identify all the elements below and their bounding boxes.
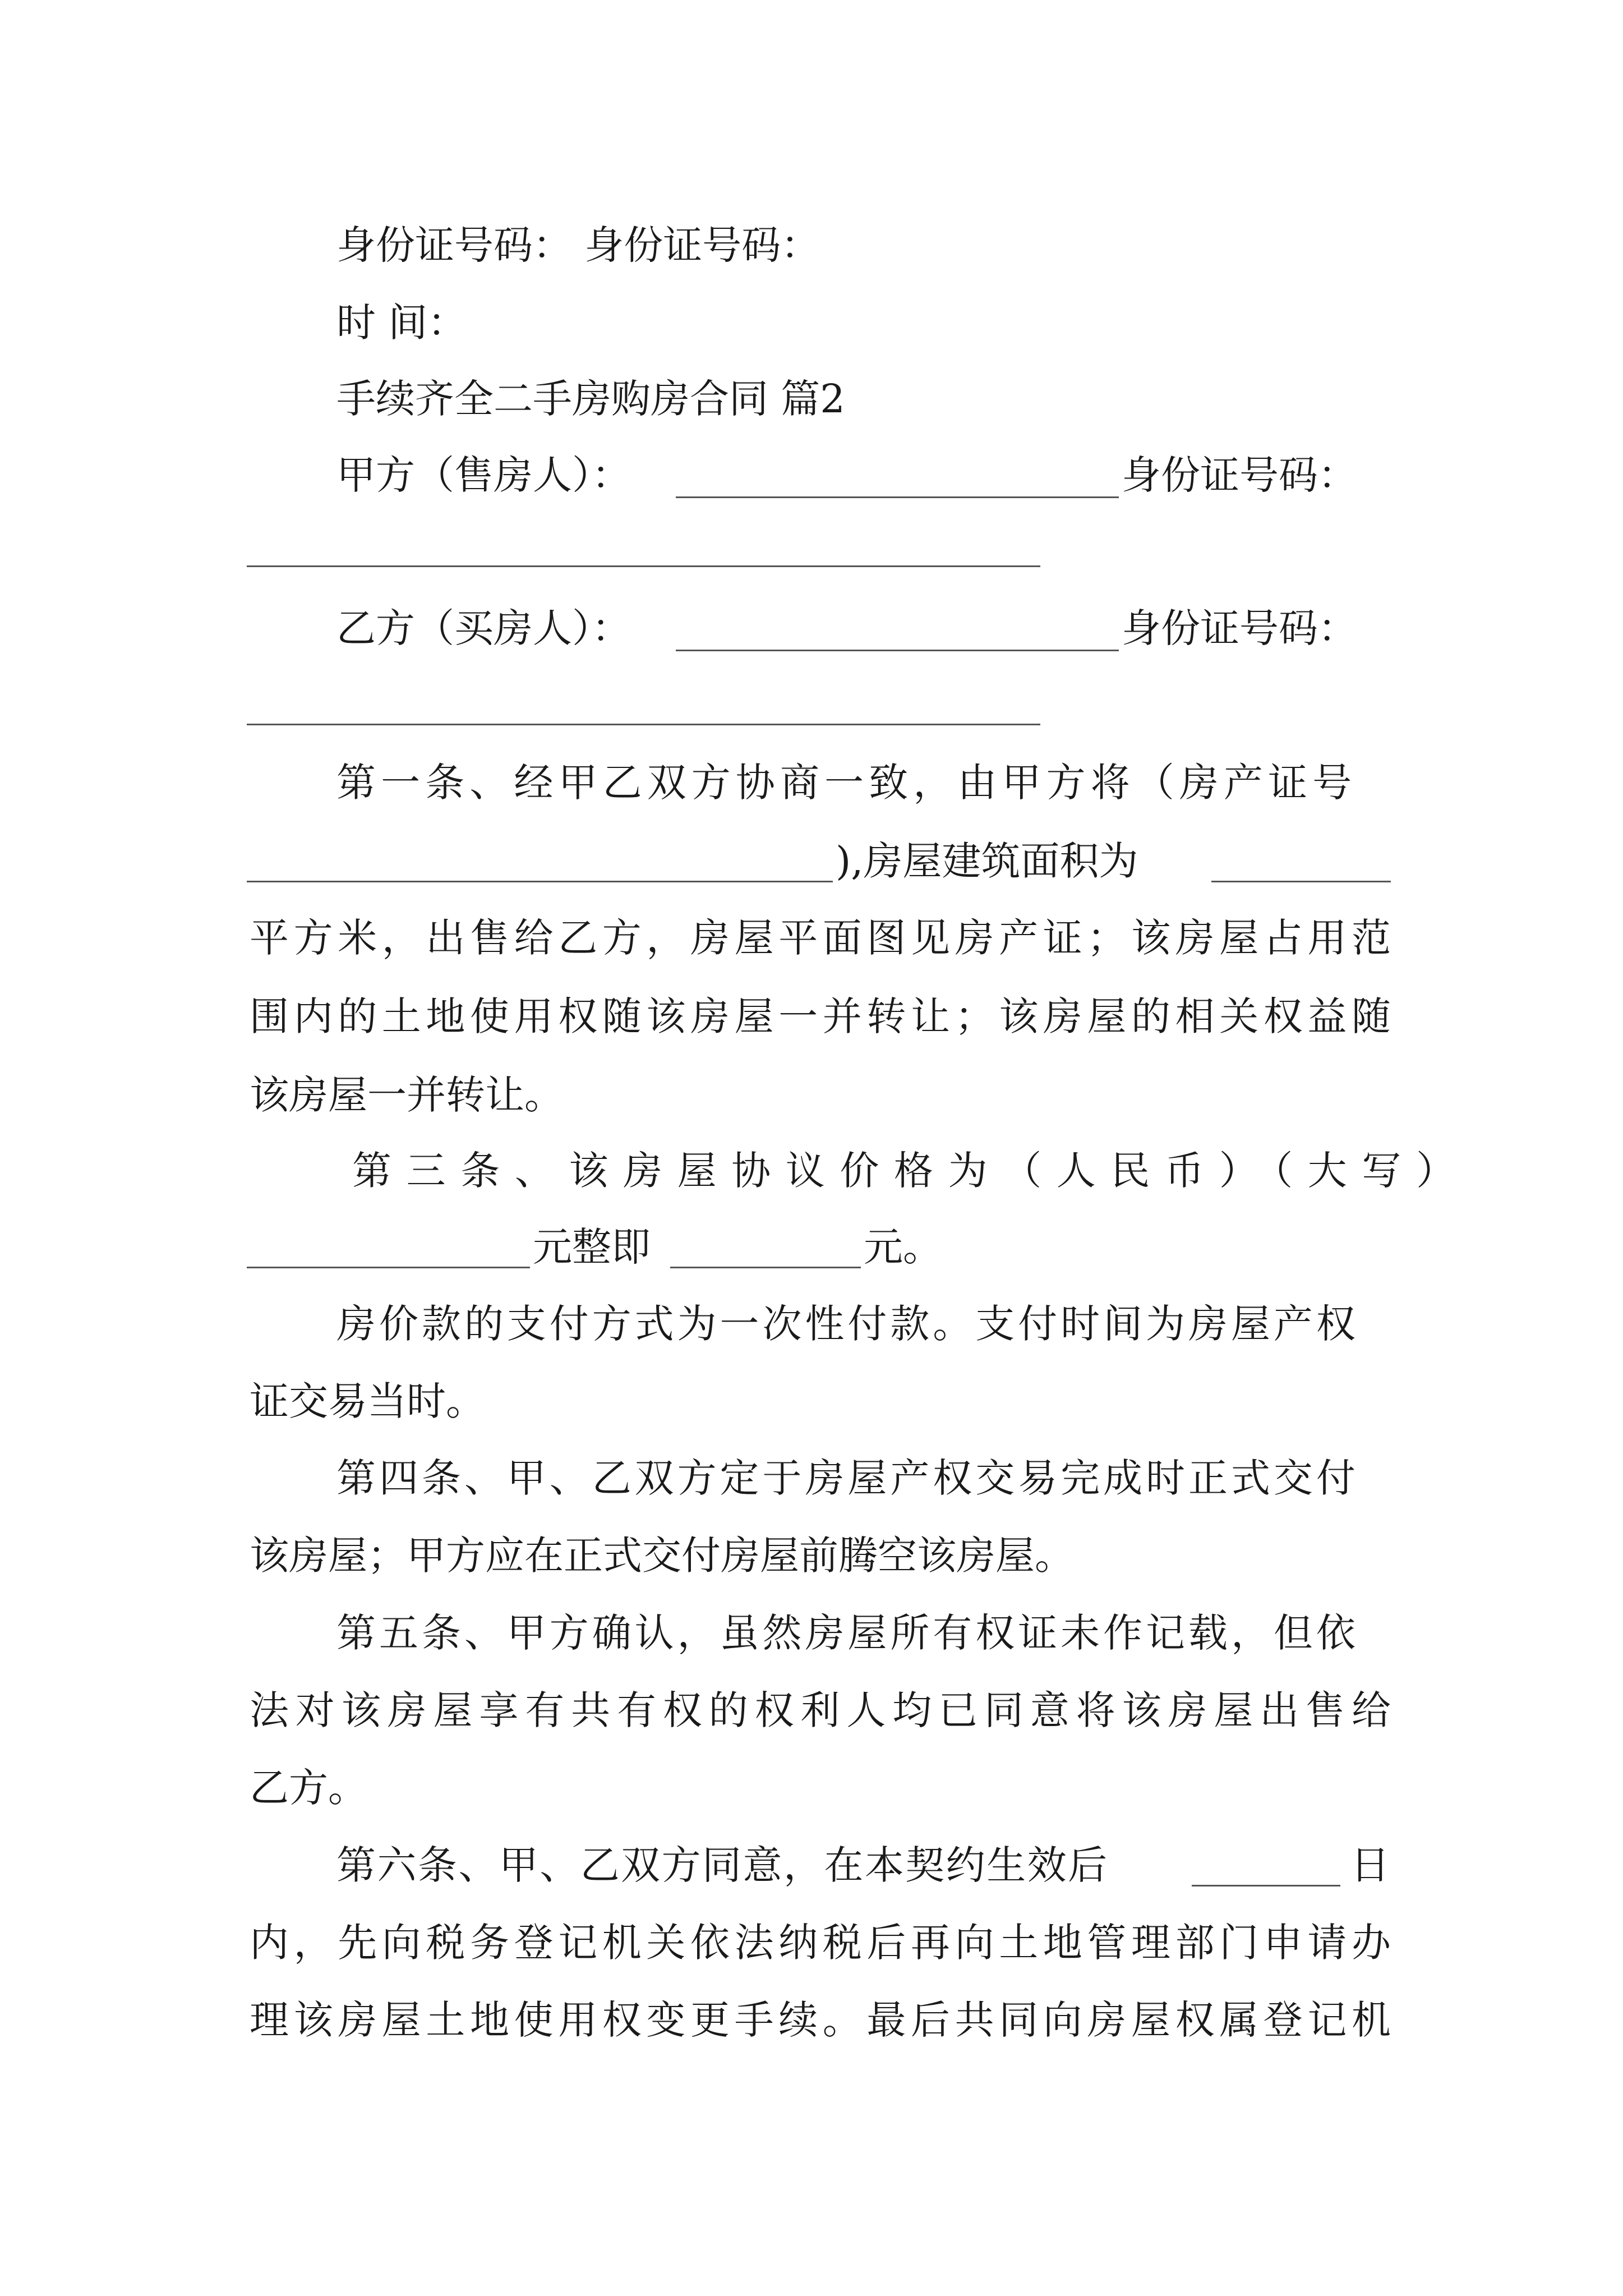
article-1-line-3: 平方米，出售给乙方，房屋平面图见房产证；该房屋占用范: [250, 915, 1391, 961]
party-b-id-label: 身份证号码：: [1122, 605, 1357, 651]
party-b-id-blank: [247, 724, 1040, 725]
article-1-line-5: 该房屋一并转让。: [250, 1072, 564, 1118]
article-4-line-1: 第四条、甲、乙双方定于房屋产权交易完成时正式交付: [336, 1455, 1359, 1501]
property-cert-blank: [247, 881, 833, 882]
id-number-labels: 身份证号码： 身份证号码：: [336, 222, 820, 268]
article-6-line-1: 第六条、甲、乙双方同意，在本契约生效后: [336, 1842, 1109, 1888]
party-a-id-blank: [247, 565, 1040, 567]
area-blank: [1211, 881, 1391, 882]
payment-line-2: 证交易当时。: [250, 1378, 485, 1424]
article-1-line-1: 第一条、经甲乙双方协商一致，由甲方将（房产证号: [336, 760, 1357, 806]
article-4-line-2: 该房屋；甲方应在正式交付房屋前腾空该房屋。: [250, 1533, 1074, 1579]
price-words-blank: [247, 1267, 530, 1268]
payment-line-1: 房价款的支付方式为一次性付款。支付时间为房屋产权: [336, 1301, 1359, 1347]
price-figure-blank: [670, 1267, 861, 1268]
article-6-day: 日: [1350, 1842, 1390, 1888]
party-a-label: 甲方（售房人）：: [336, 452, 631, 498]
article-3-line-1: 第三条、该房屋协议价格为（人民币）（大写）: [352, 1148, 1470, 1194]
article-5-line-3: 乙方。: [250, 1765, 367, 1811]
party-a-id-label: 身份证号码：: [1122, 452, 1357, 498]
article-5-line-1: 第五条、甲方确认，虽然房屋所有权证未作记载，但依: [336, 1610, 1359, 1656]
party-b-name-blank: [676, 650, 1119, 651]
article-6-line-3: 理该房屋土地使用权变更手续。最后共同向房屋权属登记机: [250, 1997, 1391, 2043]
article-1-line-4: 围内的土地使用权随该房屋一并转让；该房屋的相关权益随: [250, 993, 1391, 1039]
article-1-line-2: ),房屋建筑面积为: [836, 838, 1138, 884]
contract-title: 手续齐全二手房购房合同 篇2: [336, 376, 845, 422]
article-5-line-2: 法对该房屋享有共有权的权利人均已同意将该房屋出售给: [250, 1687, 1391, 1733]
time-label: 时 间：: [336, 300, 467, 346]
article-6-line-2: 内，先向税务登记机关依法纳税后再向土地管理部门申请办: [250, 1920, 1391, 1966]
party-a-name-blank: [676, 496, 1119, 498]
article-3-yuan-zheng: 元整即: [533, 1224, 651, 1270]
article-3-yuan: 元。: [864, 1224, 942, 1270]
party-b-label: 乙方（买房人）：: [336, 605, 631, 651]
days-blank: [1192, 1885, 1340, 1887]
